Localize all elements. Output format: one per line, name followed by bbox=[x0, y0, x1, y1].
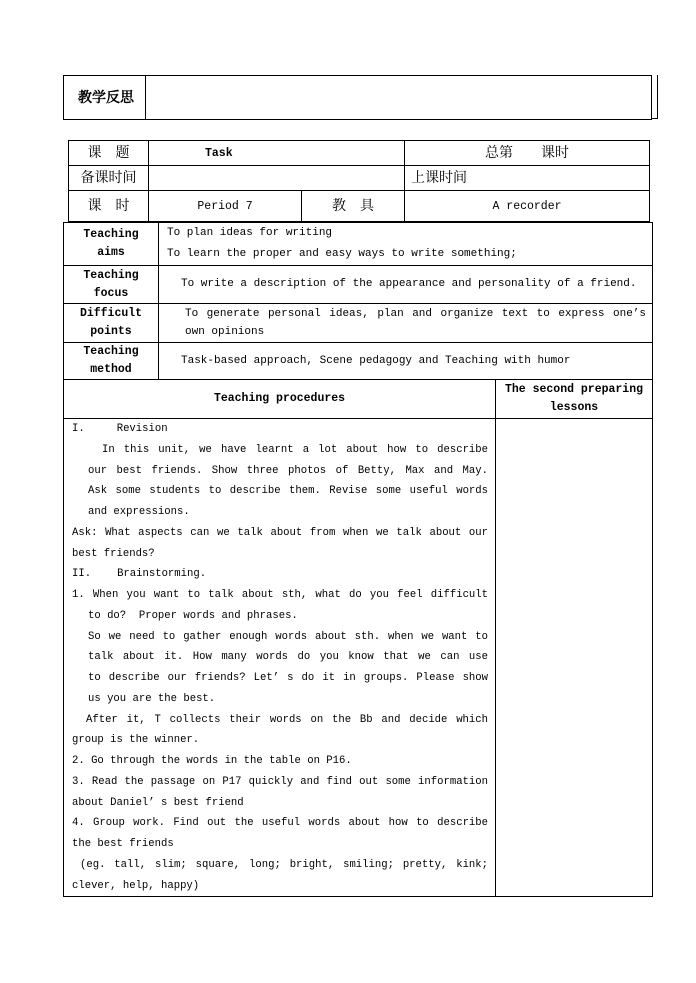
procedure-line: 3. Read the passage on P17 quickly and find out some information bbox=[72, 775, 488, 788]
procedure-line: us you are the best. bbox=[88, 692, 216, 705]
teaching-focus-text bbox=[159, 266, 653, 304]
topic-value: Task bbox=[205, 147, 233, 160]
section-heading-brainstorming bbox=[72, 564, 488, 585]
reflection-label: 教学反思 bbox=[78, 89, 134, 106]
teaching-aims-label-line: aims bbox=[97, 246, 125, 259]
period-value: Period 7 bbox=[197, 200, 253, 213]
teaching-method-line: Task-based approach, Scene pedagogy and Teaching with humor bbox=[181, 354, 571, 367]
teaching-procedures-content bbox=[64, 419, 496, 897]
teaching-method-label-line: Teaching bbox=[83, 345, 139, 358]
procedure-line: 4. Group work. Find out the useful words about how to describe bbox=[72, 817, 488, 830]
teaching-aims-line: To plan ideas for writing bbox=[167, 227, 333, 239]
second-preparing-title-line: The second preparing bbox=[504, 383, 644, 396]
procedure-line: to do? Proper words and phrases. bbox=[88, 609, 298, 622]
procedure-line: 1. When you want to talk about sth, what do you feel difficult bbox=[72, 589, 488, 601]
teaching-focus-label bbox=[64, 266, 159, 304]
prep-time-value-cell bbox=[149, 166, 405, 191]
teaching-aims-label bbox=[64, 223, 159, 266]
teaching-focus-label-line: focus bbox=[93, 286, 129, 300]
procedure-line: clever, help, happy) bbox=[72, 879, 200, 892]
tools-value: A recorder bbox=[492, 200, 562, 213]
procedure-line: So we need to gather enough words about sth. when we want to bbox=[88, 630, 488, 643]
procedure-line: our best friends. Show three photos of Betty, Max and May. bbox=[88, 464, 488, 477]
difficult-points-label-line: Difficult bbox=[79, 307, 143, 320]
lesson-plan-table bbox=[63, 222, 653, 897]
teaching-procedures-title: Teaching procedures bbox=[213, 392, 346, 405]
difficult-points-line: To generate personal ideas, plan and organize text to express one’s bbox=[185, 308, 647, 320]
teaching-aims-text bbox=[159, 223, 653, 266]
class-time-cell bbox=[405, 166, 650, 191]
teaching-procedures-header bbox=[64, 380, 496, 419]
section-number: II. bbox=[72, 568, 92, 581]
teaching-method-row bbox=[64, 343, 653, 380]
difficult-points-row bbox=[64, 304, 653, 343]
topic-cell bbox=[149, 141, 405, 166]
period-cell bbox=[149, 191, 302, 222]
procedure-line: to describe our friends? Let’ s do it in groups. Please show bbox=[88, 672, 488, 684]
class-time-label: 上课时间 bbox=[411, 170, 468, 186]
procedure-line: In this unit, we have learnt a lot about how to describe bbox=[102, 443, 488, 456]
tools-label: 教 具 bbox=[332, 198, 374, 214]
procedure-line: group is the winner. bbox=[72, 734, 200, 747]
topic-label-cell bbox=[69, 141, 149, 166]
difficult-points-label-line: points bbox=[90, 325, 132, 338]
teaching-focus-row bbox=[64, 266, 653, 304]
teaching-aims-line: To learn the proper and easy ways to write something; bbox=[167, 248, 517, 260]
period-label-cell bbox=[69, 191, 149, 222]
tools-label-cell bbox=[302, 191, 405, 222]
teaching-aims-label-line: Teaching bbox=[83, 228, 139, 241]
second-preparing-content bbox=[496, 419, 653, 897]
total-periods-label: 总第 课时 bbox=[485, 145, 570, 161]
prep-time-label: 备课时间 bbox=[80, 170, 137, 186]
teaching-method-text bbox=[159, 343, 653, 380]
teaching-method-label-line: method bbox=[90, 363, 132, 376]
total-periods-cell bbox=[405, 141, 650, 166]
reflection-table bbox=[63, 75, 652, 120]
reflection-outer-right-border bbox=[657, 75, 658, 119]
procedure-line: 2. Go through the words in the table on P16. bbox=[72, 755, 352, 767]
teaching-focus-line: To write a description of the appearance and personality of a friend. bbox=[181, 278, 637, 290]
section-heading-revision bbox=[72, 419, 488, 440]
difficult-points-line: own opinions bbox=[185, 326, 265, 338]
procedure-line: and expressions. bbox=[88, 506, 190, 518]
teaching-aims-row bbox=[64, 223, 653, 266]
second-preparing-header bbox=[496, 380, 653, 419]
tools-cell bbox=[405, 191, 650, 222]
section-number: I. bbox=[72, 423, 85, 435]
difficult-points-text bbox=[159, 304, 653, 343]
topic-label: 课 题 bbox=[87, 145, 130, 161]
procedure-line: After it, T collects their words on the Bb and decide which bbox=[86, 713, 488, 726]
reflection-content-cell bbox=[146, 76, 652, 120]
lesson-header-table bbox=[68, 140, 650, 222]
teaching-focus-label-line: Teaching bbox=[83, 268, 139, 282]
procedure-line: about Daniel’ s best friend bbox=[72, 796, 244, 809]
procedure-line: best friends? bbox=[72, 547, 155, 560]
section-title: Revision bbox=[116, 423, 168, 435]
reflection-label-cell bbox=[64, 76, 146, 120]
procedure-line: the best friends bbox=[72, 838, 174, 850]
period-label: 课 时 bbox=[87, 198, 130, 214]
procedure-line: (eg. tall, slim; square, long; bright, smiling; pretty, kink; bbox=[80, 858, 488, 871]
procedures-content-row bbox=[64, 419, 653, 897]
procedure-line: Ask: What aspects can we talk about from when we talk about our bbox=[72, 526, 488, 539]
teaching-method-label bbox=[64, 343, 159, 380]
procedure-line: Ask some students to describe them. Revise some useful words bbox=[88, 485, 488, 498]
second-preparing-title-line: lessons bbox=[549, 401, 599, 414]
section-title: Brainstorming. bbox=[117, 568, 207, 581]
reflection-outer-bottom-border bbox=[651, 118, 658, 119]
prep-time-label-cell bbox=[69, 166, 149, 191]
difficult-points-label bbox=[64, 304, 159, 343]
procedures-header-row bbox=[64, 380, 653, 419]
procedure-line: talk about it. How many words do you know that we can use bbox=[88, 651, 488, 664]
